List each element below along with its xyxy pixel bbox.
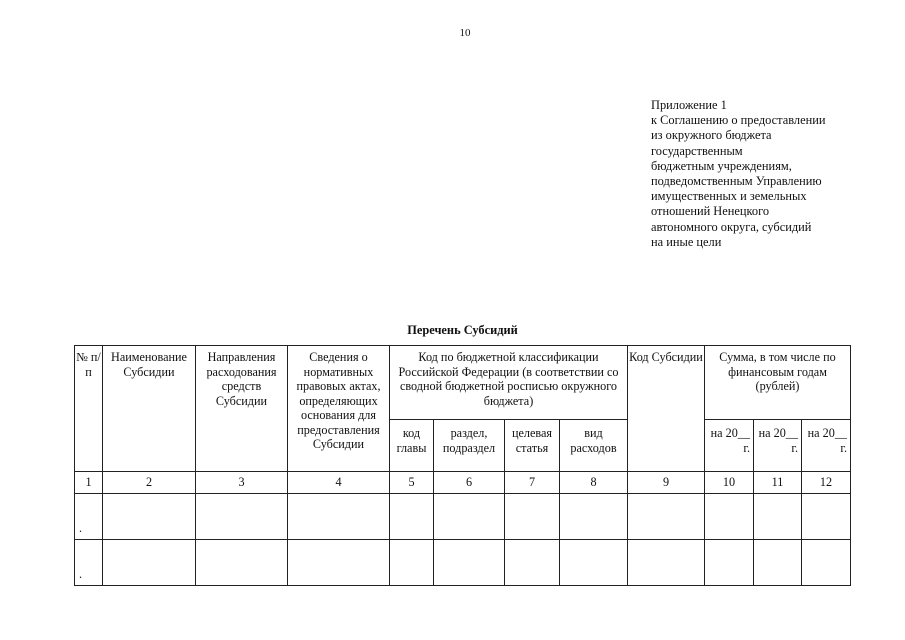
table-cell	[434, 540, 505, 586]
header-direction: Направления расходования средств Субсидии	[196, 346, 288, 472]
appendix-line: автономного округа, субсидий	[651, 219, 812, 234]
appendix-line: отношений Ненецкого	[651, 204, 770, 219]
header-name: Наименование Субсидии	[103, 346, 196, 472]
column-number: 11	[754, 472, 802, 494]
header-subsidy-code: Код Субсидии	[628, 346, 705, 472]
table-cell	[628, 540, 705, 586]
subsidies-table	[74, 345, 851, 586]
appendix-line: подведомственным Управлению	[651, 174, 822, 189]
table-cell	[802, 540, 851, 586]
table-cell	[560, 540, 628, 586]
header-sum: Сумма, в том числе по финансовым годам (рублей)	[705, 346, 851, 420]
column-number: 8	[560, 472, 628, 494]
column-number: 4	[288, 472, 390, 494]
appendix-line: имущественных и земельных	[651, 189, 807, 204]
table-cell	[103, 540, 196, 586]
appendix-line: бюджетным учреждениям,	[651, 158, 792, 173]
header-num: № п/п	[75, 346, 103, 472]
appendix-line: на иные цели	[651, 234, 722, 249]
table-cell	[628, 494, 705, 540]
column-number: 3	[196, 472, 288, 494]
table-cell: .	[75, 494, 103, 540]
subheader-year-1: на 20__ г.	[705, 420, 754, 472]
table-cell	[390, 540, 434, 586]
table-cell	[505, 494, 560, 540]
table-cell	[754, 494, 802, 540]
column-number: 6	[434, 472, 505, 494]
table-cell	[434, 494, 505, 540]
column-number: 5	[390, 472, 434, 494]
column-number: 9	[628, 472, 705, 494]
table-row	[75, 494, 851, 540]
table-cell	[103, 494, 196, 540]
table-title: Перечень Субсидий	[407, 323, 518, 337]
header-bk-code: Код по бюджетной классификации Российской Федерации (в соответствии со сводной бюджетной росписью окружного бюджета)	[390, 346, 628, 420]
column-number: 12	[802, 472, 851, 494]
table-cell	[802, 494, 851, 540]
subheader-target: целевая статья	[505, 420, 560, 472]
table-cell	[390, 494, 434, 540]
appendix-line: Приложение 1	[651, 98, 727, 112]
table-cell	[288, 494, 390, 540]
page-number: 10	[459, 27, 471, 39]
table-cell	[288, 540, 390, 586]
subheader-year-2: на 20__ г.	[754, 420, 802, 472]
subheader-year-3: на 20__ г.	[802, 420, 851, 472]
table-cell: .	[75, 540, 103, 586]
table-cell	[754, 540, 802, 586]
table-cell	[196, 540, 288, 586]
table-cell	[505, 540, 560, 586]
column-number: 10	[705, 472, 754, 494]
subheader-expense-type: вид расходов	[560, 420, 628, 472]
table-cell	[196, 494, 288, 540]
subheader-head-code: код главы	[390, 420, 434, 472]
table-row	[75, 540, 851, 586]
appendix-line: государственным	[651, 143, 743, 158]
table-cell	[705, 494, 754, 540]
appendix-note	[651, 98, 866, 250]
appendix-line: к Соглашению о предоставлении	[651, 113, 826, 128]
column-number: 7	[505, 472, 560, 494]
header-normative: Сведения о нормативных правовых актах, определяющих основания для предоставления Субсидии	[288, 346, 390, 472]
table-cell	[705, 540, 754, 586]
appendix-line: из окружного бюджета	[651, 128, 772, 143]
subheader-section: раздел, подраздел	[434, 420, 505, 472]
table-cell	[560, 494, 628, 540]
column-number: 1	[75, 472, 103, 494]
column-number: 2	[103, 472, 196, 494]
